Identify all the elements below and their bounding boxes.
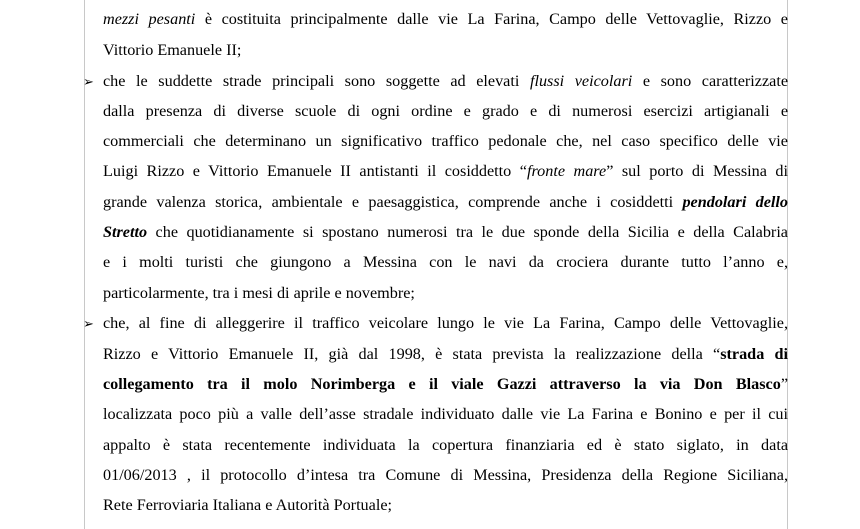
text-line	[103, 131, 788, 151]
bullet-arrow-icon: ➢	[83, 74, 94, 89]
text-line	[103, 71, 788, 91]
text-run: Luigi Rizzo e Vittorio Emanuele II antistanti il cosiddetto “	[103, 162, 527, 180]
text-run: e sono caratterizzate	[632, 72, 789, 90]
text-run: mezzi pesanti	[103, 10, 196, 28]
text-run: grande valenza storica, ambientale e paesaggistica, comprende anche i cosiddetti	[103, 193, 683, 211]
text-run: localizzata poco più a valle dell’asse stradale individuato dalle vie La Farina e Bonino e per il cui	[103, 405, 788, 423]
text-run: particolarmente, tra i mesi di aprile e novembre;	[103, 284, 415, 302]
text-line	[103, 222, 788, 242]
text-run: commerciali che determinano un significativo traffico pedonale che, nel caso specifico delle vie	[103, 132, 788, 150]
text-run: Rete Ferroviaria Italiana e Autorità Portuale;	[103, 496, 393, 514]
text-run: pendolari dello	[682, 193, 788, 211]
text-run: Vittorio Emanuele II;	[103, 41, 242, 59]
text-line	[103, 465, 788, 485]
text-run: strada di	[720, 345, 788, 363]
text-run: appalto è stata recentemente individuata la copertura finanziaria ed è stato siglato, in data	[103, 436, 788, 454]
text-run: collegamento tra il molo Norimberga e il viale Gazzi attraverso la via Don Blasco	[103, 375, 781, 393]
text-line	[103, 40, 788, 60]
text-run: e i molti turisti che giungono a Messina con le navi da crociera durante tutto l’anno e,	[103, 253, 788, 271]
text-line	[103, 495, 788, 515]
text-line	[103, 404, 788, 424]
text-line	[103, 283, 788, 303]
text-run: 01/06/2013 , il protocollo d’intesa tra Comune di Messina, Presidenza della Regione Siciliana,	[103, 466, 788, 484]
text-run: che, al fine di alleggerire il traffico veicolare lungo le vie La Farina, Campo delle Vettovaglie,	[103, 314, 788, 332]
text-run: Stretto	[103, 223, 148, 241]
text-line	[103, 252, 788, 272]
text-line	[103, 161, 788, 181]
text-line	[103, 344, 788, 364]
bullet-arrow-icon: ➢	[83, 316, 94, 331]
text-run: è costituita principalmente dalle vie La Farina, Campo delle Vettovaglie, Rizzo e	[195, 10, 788, 28]
text-line	[103, 192, 788, 212]
text-run: che le suddette strade principali sono soggette ad elevati	[103, 72, 530, 90]
text-run: fronte mare	[526, 162, 607, 180]
text-run: che quotidianamente si spostano numerosi tra le due sponde della Sicilia e della Calabria	[147, 223, 788, 241]
text-line	[103, 9, 788, 29]
text-line	[103, 435, 788, 455]
text-line	[103, 101, 788, 121]
text-line	[103, 313, 788, 333]
text-line	[103, 374, 788, 394]
text-run: ”	[780, 375, 788, 393]
text-run: ” sul porto di Messina di	[606, 162, 788, 180]
text-run: flussi veicolari	[529, 72, 633, 90]
text-run: dalla presenza di diverse scuole di ogni ordine e grado e di numerosi esercizi artigianali e	[103, 102, 788, 120]
text-run: Rizzo e Vittorio Emanuele II, già dal 1998, è stata prevista la realizzazione della “	[103, 345, 721, 363]
